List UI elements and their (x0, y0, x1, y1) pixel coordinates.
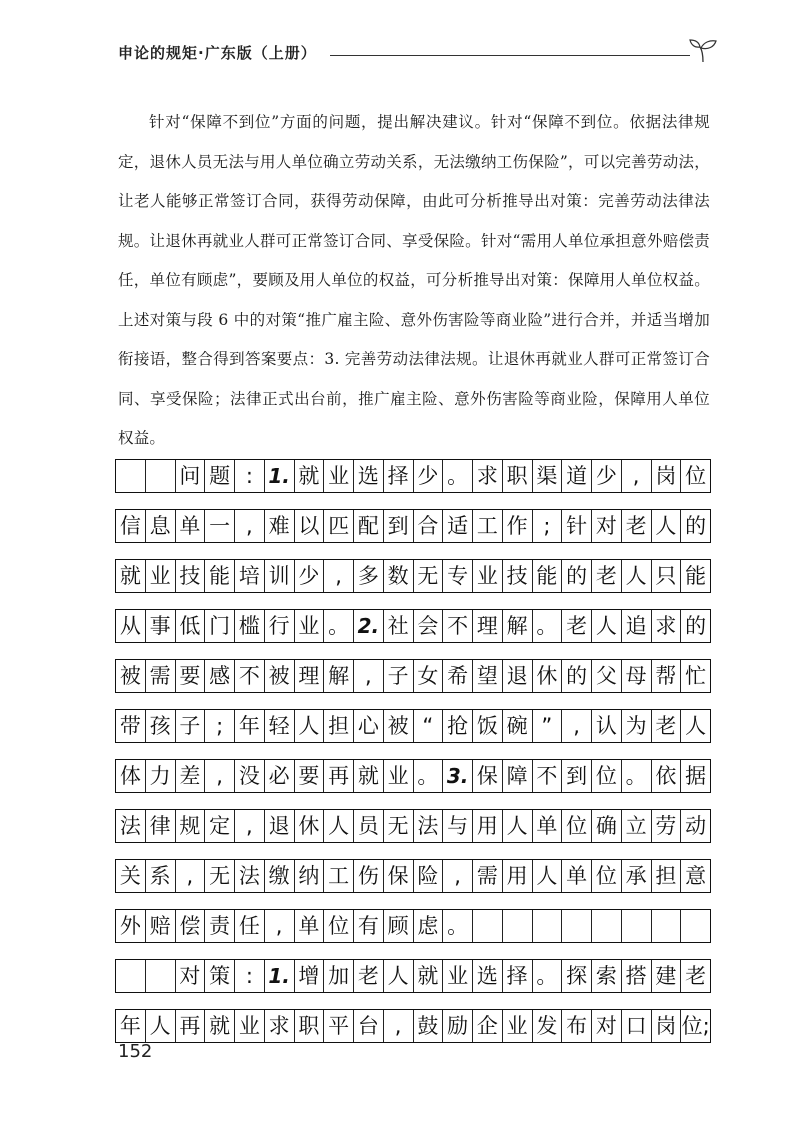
grid-cell: 加 (324, 960, 354, 992)
page-number: 152 (118, 1041, 153, 1062)
grid-cell: 低 (176, 610, 206, 642)
grid-cell: 适 (443, 510, 473, 542)
grid-cell: 责 (205, 910, 235, 942)
grid-cell: 伤 (354, 860, 384, 892)
grid-cell: 求 (265, 1010, 295, 1042)
grid-cell: 心 (354, 710, 384, 742)
grid-cell: 顾 (384, 910, 414, 942)
grid-cell: 。 (533, 610, 563, 642)
grid-cell: 单 (295, 910, 325, 942)
grid-cell: 少 (592, 460, 622, 492)
grid-cell: 无 (384, 810, 414, 842)
grid-cell: 要 (176, 660, 206, 692)
grid-cell: 业 (473, 560, 503, 592)
grid-cell: 技 (503, 560, 533, 592)
grid-cell: 法 (414, 810, 444, 842)
grid-row (115, 609, 711, 643)
grid-cell: 劳 (652, 810, 682, 842)
grid-cell: 探 (562, 960, 592, 992)
grid-cell: 一 (205, 510, 235, 542)
grid-cell: , (622, 460, 652, 492)
grid-row (115, 809, 711, 843)
grid-cell: 从 (116, 610, 146, 642)
grid-cell: 渠 (533, 460, 563, 492)
grid-cell: 业 (324, 460, 354, 492)
grid-cell: , (443, 860, 473, 892)
grid-cell: 位 (324, 910, 354, 942)
grid-cell: , (324, 560, 354, 592)
grid-cell: 缴 (265, 860, 295, 892)
grid-cell: 关 (116, 860, 146, 892)
grid-cell: 没 (235, 760, 265, 792)
grid-cell: 训 (265, 560, 295, 592)
grid-cell: 岗 (652, 1010, 682, 1042)
grid-cell: 的 (685, 613, 707, 638)
grid-cell: 人 (503, 810, 533, 842)
grid-cell: 老 (685, 963, 707, 988)
grid-cell: 子 (384, 660, 414, 692)
grid-cell: 碗 (503, 710, 533, 742)
grid-cell: 人 (295, 710, 325, 742)
grid-cell: ” (533, 710, 563, 742)
grid-cell (473, 910, 503, 942)
grid-cell: 单 (176, 510, 206, 542)
grid-cell (116, 960, 146, 992)
grid-cell: 对 (592, 1010, 622, 1042)
grid-cell: 门 (205, 610, 235, 642)
grid-cell: 单 (562, 860, 592, 892)
grid-row (115, 659, 711, 693)
grid-cell: 选 (354, 460, 384, 492)
grid-cell: 就 (116, 560, 146, 592)
grid-cell: 的 (562, 660, 592, 692)
grid-cell: 休 (295, 810, 325, 842)
grid-cell: 轻 (265, 710, 295, 742)
grid-cell: 需 (146, 660, 176, 692)
grid-cell: 虑 (414, 910, 444, 942)
grid-cell: 定 (205, 810, 235, 842)
grid-cell: 题 (205, 460, 235, 492)
grid-cell: 2. (354, 610, 384, 642)
grid-cell: 无 (205, 860, 235, 892)
grid-cell: 职 (295, 1010, 325, 1042)
grid-cell: 障 (503, 760, 533, 792)
grid-cell: 为 (622, 710, 652, 742)
grid-cell: 必 (265, 760, 295, 792)
grid-cell: 少 (414, 460, 444, 492)
grid-cell: 策 (205, 960, 235, 992)
grid-cell: 少 (295, 560, 325, 592)
grid-cell: 岗 (652, 460, 682, 492)
grid-cell: 到 (384, 510, 414, 542)
grid-cell: 不 (443, 610, 473, 642)
grid-cell: 感 (205, 660, 235, 692)
grid-cell: 信 (116, 510, 146, 542)
book-title: 申论的规矩·广东版（上册） (118, 44, 317, 62)
grid-cell: , (235, 510, 265, 542)
grid-cell: 父 (592, 660, 622, 692)
grid-cell: 休 (533, 660, 563, 692)
grid-cell: 位 (592, 860, 622, 892)
grid-cell: 。 (443, 460, 473, 492)
grid-cell: 职 (503, 460, 533, 492)
grid-cell: 再 (176, 1010, 206, 1042)
grid-cell: 与 (443, 810, 473, 842)
grid-row (115, 959, 711, 993)
grid-cell: 能 (533, 560, 563, 592)
grid-cell: 择 (384, 460, 414, 492)
grid-cell: 只 (652, 560, 682, 592)
grid-cell: 就 (414, 960, 444, 992)
grid-cell: : (235, 960, 265, 992)
grid-cell: 偿 (176, 910, 206, 942)
grid-cell: 难 (265, 510, 295, 542)
grid-cell: 年 (116, 1010, 146, 1042)
grid-cell: 业 (384, 760, 414, 792)
grid-cell: 险 (414, 860, 444, 892)
grid-cell: , (265, 910, 295, 942)
grid-cell: 要 (295, 760, 325, 792)
grid-cell: 规 (176, 810, 206, 842)
grid-cell: 保 (384, 860, 414, 892)
grid-cell: 员 (354, 810, 384, 842)
grid-cell: 老 (592, 560, 622, 592)
grid-cell: 被 (384, 710, 414, 742)
grid-cell: 母 (622, 660, 652, 692)
grid-cell: 3. (443, 760, 473, 792)
grid-cell: 位 (592, 760, 622, 792)
grid-row (115, 459, 711, 493)
grid-cell: 人 (146, 1010, 176, 1042)
grid-cell: 差 (176, 760, 206, 792)
grid-cell: 道 (562, 460, 592, 492)
grid-cell: 就 (295, 460, 325, 492)
grid-cell: 任 (235, 910, 265, 942)
grid-cell: 解 (503, 610, 533, 642)
grid-cell: 针 (562, 510, 592, 542)
grid-cell: 理 (473, 610, 503, 642)
grid-cell: 动 (685, 813, 707, 838)
grid-cell: 用 (503, 860, 533, 892)
grid-cell: , (205, 760, 235, 792)
grid-cell: 求 (473, 460, 503, 492)
grid-cell: 赔 (146, 910, 176, 942)
grid-cell: 法 (235, 860, 265, 892)
grid-cell (652, 910, 682, 942)
grid-cell: 子 (176, 710, 206, 742)
grid-cell: 1. (265, 460, 295, 492)
grid-cell: 数 (384, 560, 414, 592)
grid-cell: 被 (116, 660, 146, 692)
grid-cell: 人 (685, 713, 707, 738)
grid-cell: 望 (473, 660, 503, 692)
grid-cell: 业 (503, 1010, 533, 1042)
grid-cell: “ (414, 710, 444, 742)
grid-cell: ; (205, 710, 235, 742)
grid-cell: 问 (176, 460, 206, 492)
grid-cell: 业 (146, 560, 176, 592)
grid-cell: 技 (176, 560, 206, 592)
grid-cell: 业 (235, 1010, 265, 1042)
grid-row (115, 509, 711, 543)
grid-cell: , (235, 810, 265, 842)
grid-cell: 。 (533, 960, 563, 992)
grid-cell (116, 460, 146, 492)
grid-cell: 的 (685, 513, 707, 538)
grid-cell: 专 (443, 560, 473, 592)
grid-cell: 位 (685, 463, 707, 488)
grid-cell: 息 (146, 510, 176, 542)
grid-cell: 平 (324, 1010, 354, 1042)
sprout-icon (688, 38, 718, 64)
grid-cell: 不 (235, 660, 265, 692)
grid-cell (146, 960, 176, 992)
grid-row (115, 909, 711, 943)
grid-cell: 认 (592, 710, 622, 742)
grid-cell: 建 (652, 960, 682, 992)
grid-cell: 选 (473, 960, 503, 992)
grid-cell (622, 910, 652, 942)
grid-cell: 企 (473, 1010, 503, 1042)
grid-cell (592, 910, 622, 942)
grid-cell: ; (533, 510, 563, 542)
grid-cell (562, 910, 592, 942)
grid-cell: 带 (116, 710, 146, 742)
grid-cell: 多 (354, 560, 384, 592)
grid-cell: , (384, 1010, 414, 1042)
grid-cell: 。 (414, 760, 444, 792)
grid-cell: 就 (354, 760, 384, 792)
grid-cell: 追 (622, 610, 652, 642)
grid-cell: 工 (324, 860, 354, 892)
grid-cell: 索 (592, 960, 622, 992)
grid-cell: 立 (622, 810, 652, 842)
grid-cell: 女 (414, 660, 444, 692)
grid-cell: 体 (116, 760, 146, 792)
grid-cell: 被 (265, 660, 295, 692)
grid-cell: 事 (146, 610, 176, 642)
grid-cell: 业 (443, 960, 473, 992)
grid-cell: 老 (622, 510, 652, 542)
running-header (118, 38, 718, 68)
grid-cell: 。 (324, 610, 354, 642)
grid-cell: 承 (622, 860, 652, 892)
grid-cell: 据 (685, 763, 707, 788)
grid-cell: 不 (533, 760, 563, 792)
grid-cell: 人 (592, 610, 622, 642)
grid-cell: 人 (622, 560, 652, 592)
grid-cell: , (562, 710, 592, 742)
grid-cell: 有 (354, 910, 384, 942)
grid-cell: 。 (622, 760, 652, 792)
grid-cell: 法 (116, 810, 146, 842)
grid-row (115, 559, 711, 593)
grid-cell: 解 (324, 660, 354, 692)
grid-cell: , (354, 660, 384, 692)
grid-cell: 社 (384, 610, 414, 642)
grid-cell: 行 (265, 610, 295, 642)
grid-cell: 作 (503, 510, 533, 542)
grid-cell: 人 (533, 860, 563, 892)
grid-cell: 口 (622, 1010, 652, 1042)
grid-cell (146, 460, 176, 492)
grid-row (115, 709, 711, 743)
grid-cell: 退 (503, 660, 533, 692)
grid-cell: 希 (443, 660, 473, 692)
grid-cell: : (235, 460, 265, 492)
grid-cell: 能 (685, 563, 707, 588)
grid-cell: 就 (205, 1010, 235, 1042)
grid-cell: 求 (652, 610, 682, 642)
grid-cell: 担 (652, 860, 682, 892)
grid-cell: 用 (473, 810, 503, 842)
grid-cell: 需 (473, 860, 503, 892)
grid-row (115, 759, 711, 793)
grid-cell: 增 (295, 960, 325, 992)
grid-cell: 培 (235, 560, 265, 592)
grid-cell (533, 910, 563, 942)
grid-cell: 保 (473, 760, 503, 792)
grid-cell: 以 (295, 510, 325, 542)
grid-cell: 抢 (443, 710, 473, 742)
grid-cell: 工 (473, 510, 503, 542)
grid-cell: 择 (503, 960, 533, 992)
grid-cell: 台 (354, 1010, 384, 1042)
grid-cell: 无 (414, 560, 444, 592)
grid-cell: 布 (562, 1010, 592, 1042)
grid-cell: 力 (146, 760, 176, 792)
grid-cell: 匹 (324, 510, 354, 542)
header-rule (330, 55, 690, 56)
grid-cell: 到 (562, 760, 592, 792)
grid-cell: 帮 (652, 660, 682, 692)
grid-cell: 配 (354, 510, 384, 542)
grid-cell: 合 (414, 510, 444, 542)
grid-cell: 担 (324, 710, 354, 742)
grid-cell: 对 (176, 960, 206, 992)
grid-cell: 励 (443, 1010, 473, 1042)
grid-cell: 退 (265, 810, 295, 842)
grid-cell: 的 (562, 560, 592, 592)
grid-cell: , (176, 860, 206, 892)
grid-cell: 老 (652, 710, 682, 742)
grid-cell: 人 (324, 810, 354, 842)
grid-cell (681, 910, 710, 942)
grid-row (115, 859, 711, 893)
grid-cell: 人 (652, 510, 682, 542)
grid-cell: 年 (235, 710, 265, 742)
grid-row (115, 1009, 711, 1043)
grid-cell: 再 (324, 760, 354, 792)
grid-cell: 理 (295, 660, 325, 692)
grid-cell: 搭 (622, 960, 652, 992)
grid-cell: 忙 (685, 663, 707, 688)
grid-cell: 业 (295, 610, 325, 642)
grid-cell: 对 (592, 510, 622, 542)
grid-cell: 鼓 (414, 1010, 444, 1042)
grid-cell: 老 (562, 610, 592, 642)
grid-cell: 律 (146, 810, 176, 842)
grid-cell: 外 (116, 910, 146, 942)
grid-cell: 系 (146, 860, 176, 892)
grid-cell: 饭 (473, 710, 503, 742)
grid-cell: 单 (533, 810, 563, 842)
grid-cell: 意 (685, 863, 707, 888)
grid-cell: 孩 (146, 710, 176, 742)
grid-cell: 1. (265, 960, 295, 992)
grid-cell: 老 (354, 960, 384, 992)
grid-cell: 。 (443, 910, 473, 942)
grid-cell: 人 (384, 960, 414, 992)
grid-cell: 位; (681, 1013, 710, 1038)
grid-cell: 能 (205, 560, 235, 592)
grid-cell (503, 910, 533, 942)
grid-cell: 会 (414, 610, 444, 642)
grid-cell: 发 (533, 1010, 563, 1042)
grid-cell: 纳 (295, 860, 325, 892)
grid-cell: 槛 (235, 610, 265, 642)
grid-cell: 依 (652, 760, 682, 792)
grid-cell: 确 (592, 810, 622, 842)
analysis-paragraph: 针对“保障不到位”方面的问题，提出解决建议。针对“保障不到位。依据法律规定，退休人员无法与用人单位确立劳动关系，无法缴纳工伤保险”，可以完善劳动法，让老人能够正常签订合同，获得劳动保障，由此可分析推导出对策：完善劳动法律法规。让退休再就业人群可正常签订合同、享受保险。针对“需用人单位承担意外赔偿责任，单位有顾虑”，要顾及用人单位的权益，可分析推导出对策：保障用人单位权益。上述对策与段 6 中的对策“推广雇主险、意外伤害险等商业险”进行合并，并适当增加衔接语，整合得到答案要点：3. 完善劳动法律法规。让退休再就业人群可正常签订合同、享受保险；法律正式出台前，推广雇主险、意外伤害险等商业险，保障用人单位权益。 (118, 113, 710, 447)
grid-cell: 位 (562, 810, 592, 842)
